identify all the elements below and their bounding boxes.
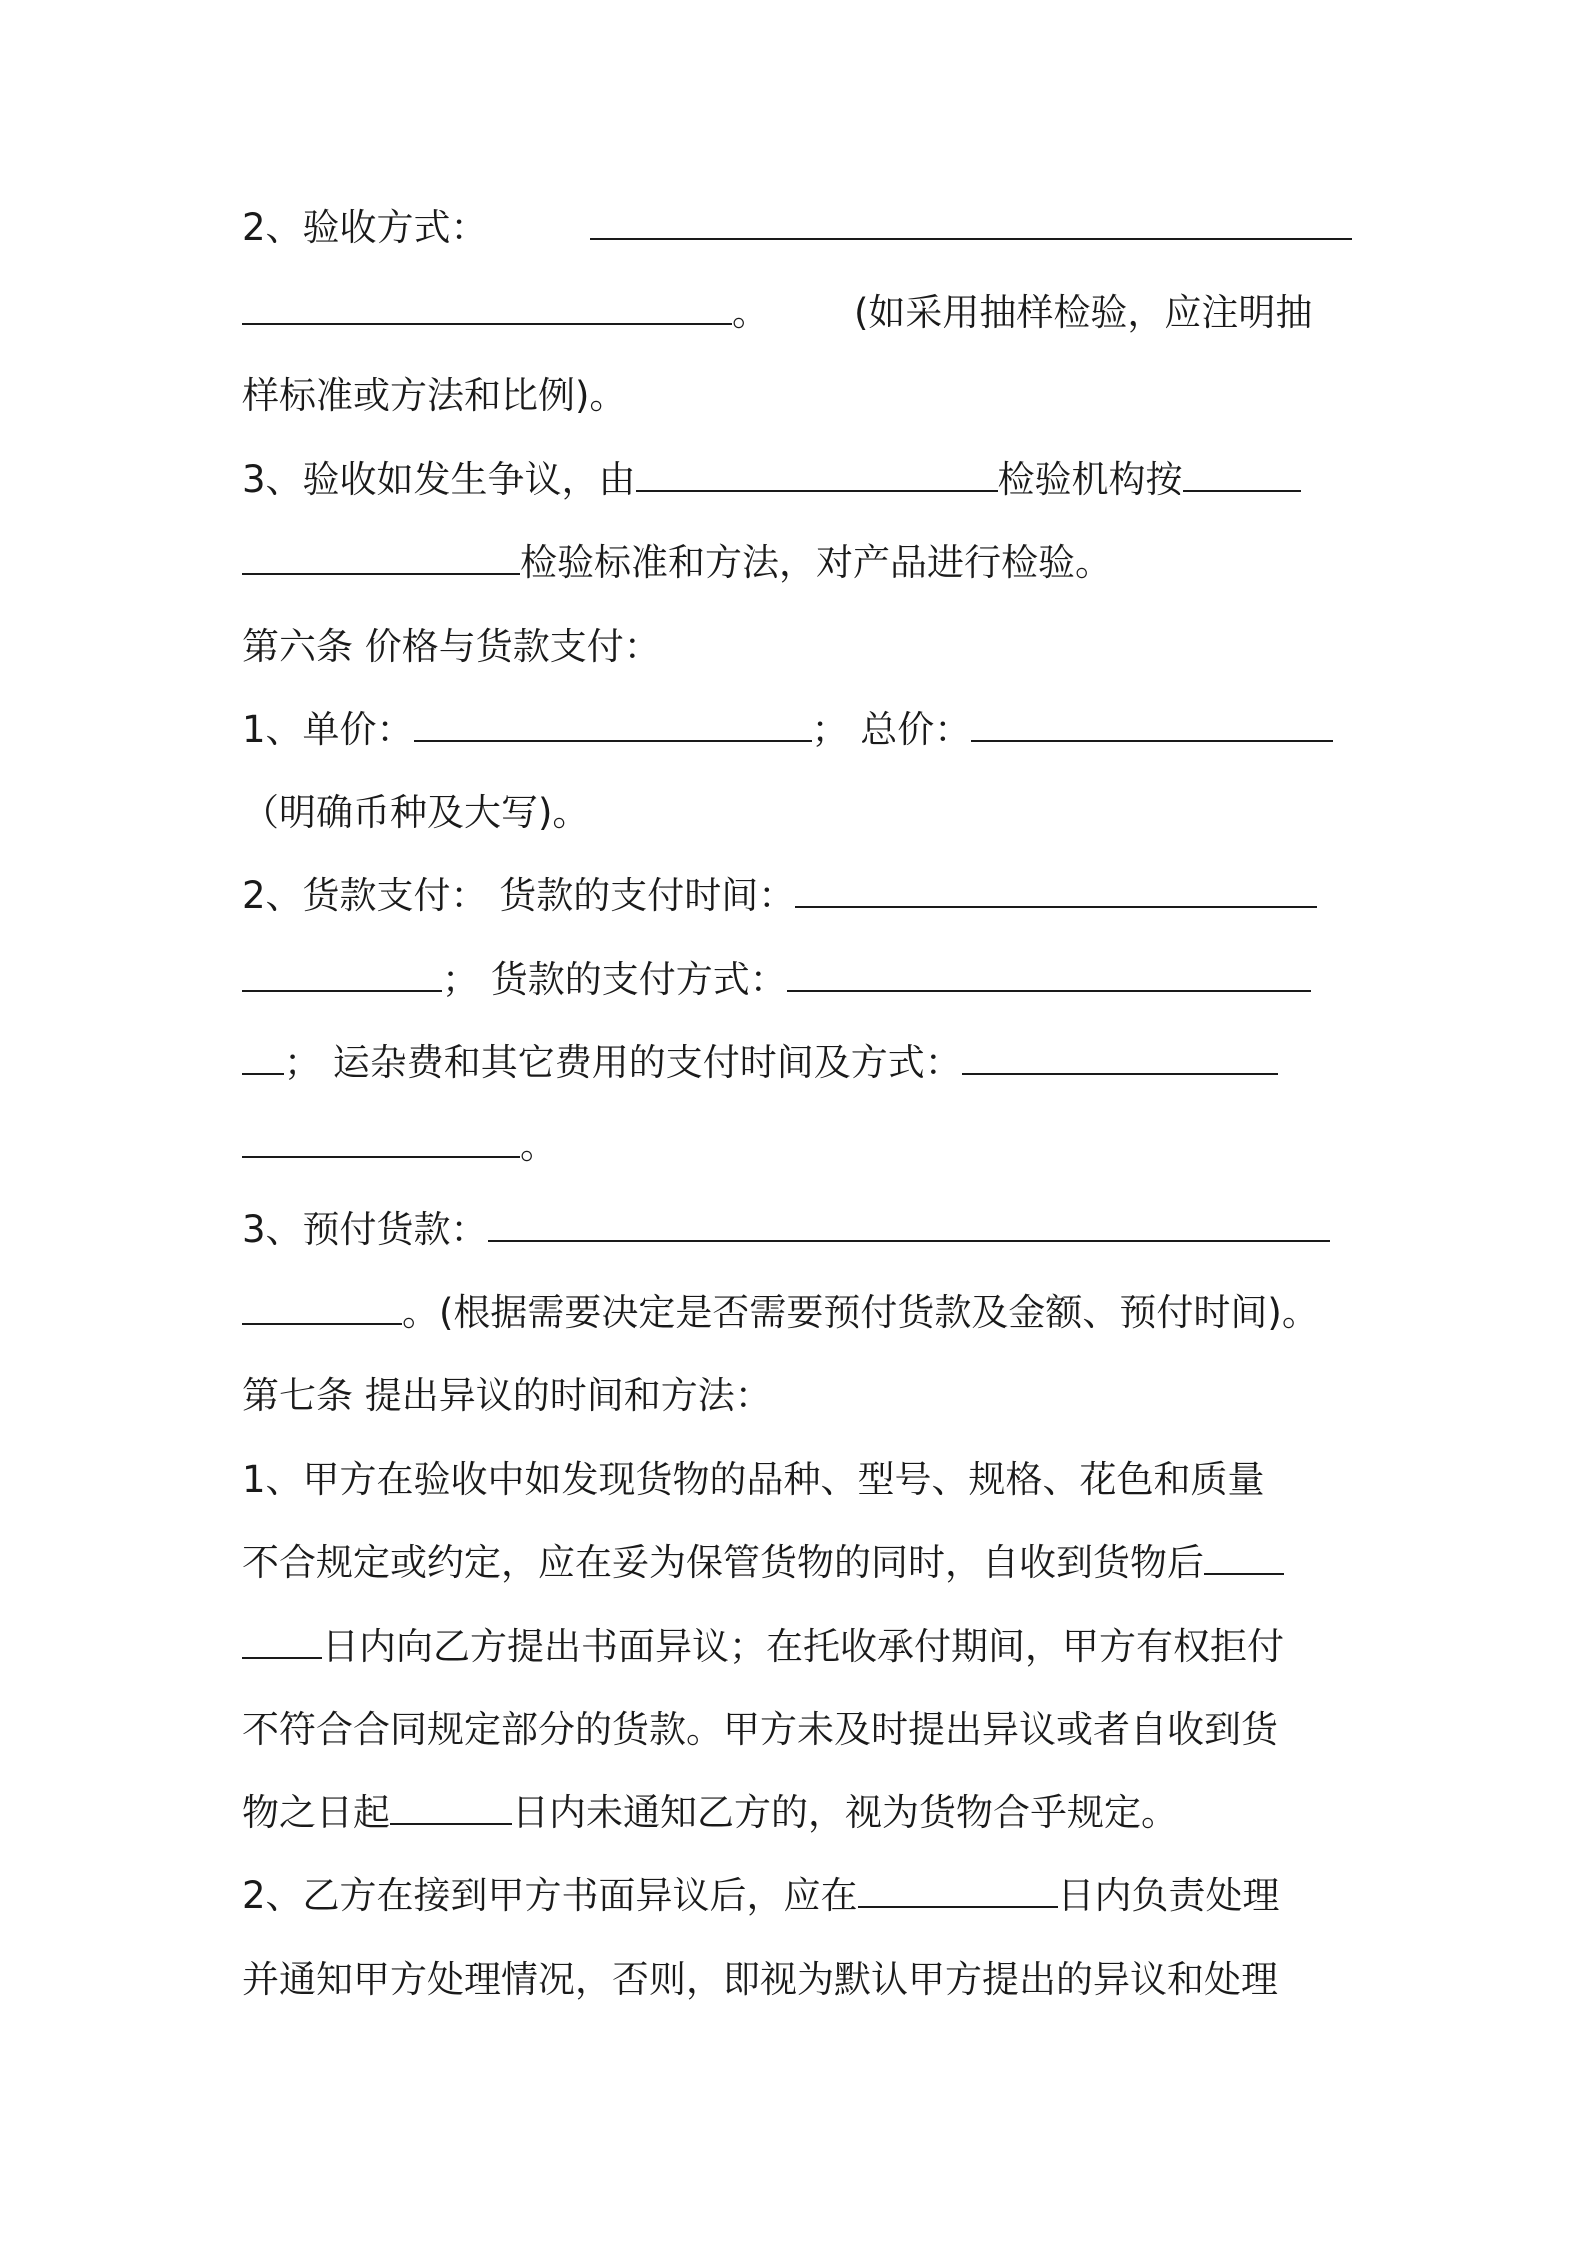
blank-field: [390, 1783, 512, 1825]
text-segment: 第七条 提出异议的时间和方法：: [242, 1374, 772, 1417]
text-line: [242, 1116, 1352, 1176]
blank-field: [242, 533, 520, 575]
text-segment: (如采用抽样检验，应注明抽: [854, 291, 1313, 334]
text-line: [242, 1283, 1352, 1343]
text-segment: 。: [520, 1124, 557, 1167]
text-line: [242, 700, 1352, 760]
text-line: [242, 1450, 1352, 1510]
text-line: [242, 198, 1352, 258]
blank-field: [962, 1033, 1278, 1075]
text-segment: 不合规定或约定，应在妥为保管货物的同时，自收到货物后: [242, 1541, 1204, 1584]
text-segment: 2、验收方式：: [242, 206, 488, 249]
text-segment: 样标准或方法和比例)。: [242, 374, 627, 417]
text-line: [242, 1033, 1352, 1093]
blank-field: [414, 700, 812, 742]
blank-field: [971, 700, 1333, 742]
text-segment: 。: [732, 291, 769, 334]
text-line: [242, 1866, 1352, 1926]
text-line: [242, 1950, 1352, 2010]
text-line: [242, 1700, 1352, 1760]
text-segment: 日内负责处理: [1057, 1874, 1280, 1917]
text-segment: 。(根据需要决定是否需要预付货款及金额、预付时间)。: [402, 1291, 1319, 1334]
text-segment: 物之日起: [242, 1791, 390, 1834]
blank-field: [795, 866, 1317, 908]
blank-field: [858, 1866, 1058, 1908]
text-segment: ； 运杂费和其它费用的支付时间及方式：: [284, 1041, 962, 1084]
blank-field: [1204, 1533, 1284, 1575]
blank-field: [242, 1116, 520, 1158]
text-line: [242, 366, 1352, 426]
text-segment: 3、预付货款：: [242, 1208, 488, 1251]
section-heading: [242, 617, 1352, 677]
text-segment: 2、乙方在接到甲方书面异议后，应在: [242, 1874, 858, 1917]
text-segment: 第六条 价格与货款支付：: [242, 625, 661, 668]
text-segment: 3、验收如发生争议，由: [242, 458, 636, 501]
blank-field: [242, 1283, 402, 1325]
blank-field: [242, 1033, 284, 1075]
text-line: [242, 1617, 1352, 1677]
text-line: [242, 1783, 1352, 1843]
text-segment: 并通知甲方处理情况，否则，即视为默认甲方提出的异议和处理: [242, 1958, 1278, 2001]
text-segment: （明确币种及大写)。: [242, 791, 590, 834]
text-line: [242, 783, 1352, 843]
text-segment: 1、甲方在验收中如发现货物的品种、型号、规格、花色和质量: [242, 1458, 1265, 1501]
text-segment: 检验机构按: [997, 458, 1183, 501]
blank-field: [1183, 450, 1301, 492]
text-segment: 1、单价：: [242, 708, 414, 751]
blank-field: [242, 283, 732, 325]
text-line: [242, 950, 1352, 1010]
text-segment: ； 货款的支付方式：: [442, 958, 787, 1001]
text-line: [242, 450, 1352, 510]
blank-field: [242, 950, 442, 992]
text-segment: 检验标准和方法，对产品进行检验。: [520, 541, 1112, 584]
text-line: [242, 283, 1352, 343]
text-line: [242, 533, 1352, 593]
text-line: [242, 866, 1352, 926]
blank-field: [636, 450, 998, 492]
text-segment: 2、货款支付： 货款的支付时间：: [242, 874, 796, 917]
text-line: [242, 1200, 1352, 1260]
text-segment: ； 总价：: [811, 708, 972, 751]
blank-field: [590, 198, 1352, 240]
text-line: [242, 1533, 1352, 1593]
blank-field: [242, 1617, 322, 1659]
text-segment: 不符合合同规定部分的货款。甲方未及时提出异议或者自收到货: [242, 1708, 1278, 1751]
text-segment: 日内向乙方提出书面异议；在托收承付期间，甲方有权拒付: [322, 1625, 1284, 1668]
blank-field: [787, 950, 1311, 992]
text-segment: 日内未通知乙方的，视为货物合乎规定。: [512, 1791, 1178, 1834]
section-heading: [242, 1366, 1352, 1426]
blank-field: [488, 1200, 1330, 1242]
